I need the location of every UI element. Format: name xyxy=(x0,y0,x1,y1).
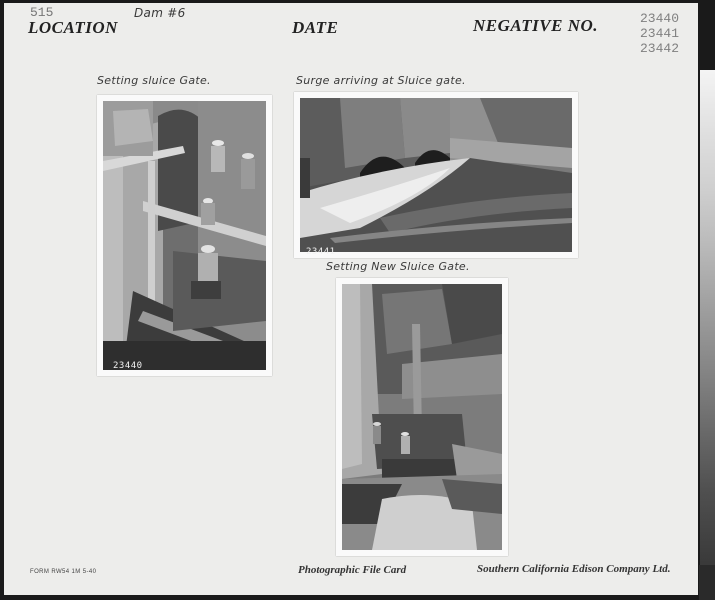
location-label: LOCATION xyxy=(28,18,118,37)
photo-caption: Surge arriving at Sluice gate. xyxy=(296,74,466,87)
form-code: FORM RW54 1M 5-40 xyxy=(30,569,97,575)
photo-image xyxy=(342,284,502,550)
negative-number: 23441 xyxy=(639,26,679,41)
photo-caption: Setting New Sluice Gate. xyxy=(326,260,470,273)
photo-caption: Setting sluice Gate. xyxy=(97,74,211,87)
negative-label: NEGATIVE NO. xyxy=(473,16,599,35)
file-number: 515 xyxy=(30,5,54,20)
photo-setting-sluice-gate xyxy=(97,95,272,376)
photo-image xyxy=(103,101,266,370)
negative-number-list xyxy=(617,11,679,56)
photo-setting-new-sluice-gate xyxy=(336,278,508,556)
negative-number: 23440 xyxy=(639,11,679,26)
photo-image xyxy=(300,98,572,252)
photo-surge-arriving xyxy=(294,92,578,258)
photo-negative-number: 23441 xyxy=(306,247,336,257)
dark-corner xyxy=(699,565,715,600)
location-value: Dam #6 xyxy=(134,6,186,20)
company-name: Southern California Edison Company Ltd. xyxy=(477,563,671,575)
negative-number: 23442 xyxy=(639,41,679,56)
date-label: DATE xyxy=(292,18,339,37)
photo-negative-number: 23440 xyxy=(113,361,143,371)
file-card xyxy=(4,3,698,595)
card-title: Photographic File Card xyxy=(298,564,407,576)
grayscale-edge xyxy=(700,70,715,570)
